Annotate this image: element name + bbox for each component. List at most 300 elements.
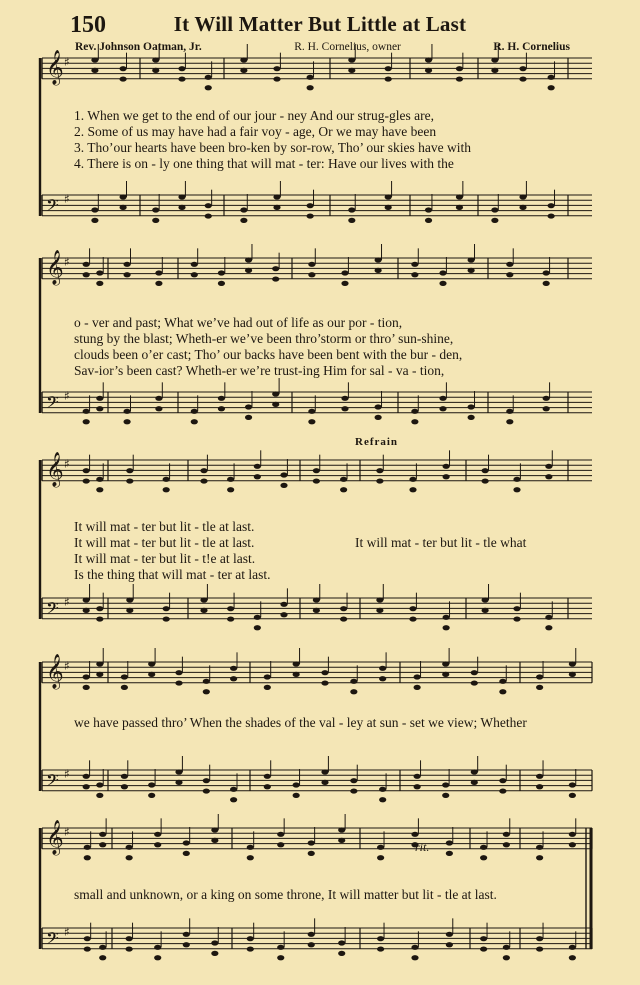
note-head — [183, 932, 190, 937]
refrain-system-2 — [74, 715, 527, 731]
note-head — [379, 787, 386, 792]
note-head — [178, 194, 185, 199]
note-head — [272, 402, 279, 407]
sharp-icon: ♯ — [64, 825, 70, 840]
note-head — [247, 845, 254, 850]
note-head — [491, 57, 498, 62]
note-head — [163, 487, 170, 492]
note-head — [439, 281, 446, 286]
note-head — [503, 955, 510, 960]
note-head — [548, 75, 555, 80]
note-head — [307, 213, 314, 218]
note-head — [163, 616, 170, 621]
note-head — [503, 832, 510, 837]
note-head — [254, 464, 261, 469]
note-head — [218, 270, 225, 275]
ritardando-mark: rit. — [415, 840, 430, 854]
note-head — [548, 213, 555, 218]
bass-clef-icon: 𝄢 — [46, 769, 59, 794]
note-head — [482, 597, 489, 602]
verse-2-part2: stung by the blast; Wheth-er we’ve been thro’storm or thro’ sun-shine, — [74, 331, 454, 346]
sharp-icon: ♯ — [64, 925, 70, 940]
note-head — [96, 396, 103, 401]
note-head — [307, 85, 314, 90]
note-head — [499, 689, 506, 694]
note-head — [218, 396, 225, 401]
note-head — [277, 945, 284, 950]
note-head — [340, 616, 347, 621]
note-head — [569, 832, 576, 837]
note-head — [83, 784, 90, 789]
bass-clef-icon: 𝄢 — [46, 194, 59, 219]
note-head — [308, 942, 315, 947]
note-head — [280, 472, 287, 477]
note-head — [121, 774, 128, 779]
note-head — [96, 281, 103, 286]
note-head — [442, 661, 449, 666]
note-head — [409, 616, 416, 621]
final-line: small and unknown, or a king on some throne, It will matter but lit - tle at last. — [74, 887, 497, 902]
note-head — [375, 404, 382, 409]
note-head — [519, 194, 526, 199]
note-head — [273, 76, 280, 81]
note-head — [84, 936, 91, 941]
note-head — [308, 262, 315, 267]
note-head — [240, 218, 247, 223]
note-head — [264, 685, 271, 690]
note-head — [230, 666, 237, 671]
note-head — [245, 415, 252, 420]
note-head — [350, 778, 357, 783]
note-head — [183, 840, 190, 845]
note-head — [443, 464, 450, 469]
note-head — [152, 57, 159, 62]
note-head — [519, 66, 526, 71]
note-head — [411, 419, 418, 424]
note-head — [84, 855, 91, 860]
note-head — [569, 945, 576, 950]
note-head — [513, 477, 520, 482]
note-head — [377, 946, 384, 951]
note-head — [321, 780, 328, 785]
note-head — [245, 257, 252, 262]
note-head — [83, 608, 90, 613]
note-head — [91, 57, 98, 62]
note-head — [126, 597, 133, 602]
note-head — [254, 474, 261, 479]
note-head — [227, 477, 234, 482]
note-head — [545, 464, 552, 469]
note-head — [411, 272, 418, 277]
note-head — [536, 936, 543, 941]
note-head — [411, 945, 418, 950]
note-head — [506, 272, 513, 277]
note-head — [99, 842, 106, 847]
note-head — [230, 676, 237, 681]
note-head — [84, 845, 91, 850]
note-head — [313, 608, 320, 613]
note-head — [273, 66, 280, 71]
note-head — [230, 787, 237, 792]
note-head — [536, 784, 543, 789]
note-head — [446, 932, 453, 937]
note-head — [280, 612, 287, 617]
note-head — [543, 270, 550, 275]
note-head — [245, 404, 252, 409]
note-head — [379, 666, 386, 671]
note-head — [425, 68, 432, 73]
note-head — [513, 606, 520, 611]
note-head — [375, 415, 382, 420]
note-head — [543, 281, 550, 286]
note-head — [456, 76, 463, 81]
note-head — [499, 679, 506, 684]
note-head — [491, 207, 498, 212]
refrain-line-3: It will mat - ter but lit - t!e at last. — [74, 551, 256, 566]
note-head — [126, 845, 133, 850]
note-head — [293, 793, 300, 798]
note-head — [519, 205, 526, 210]
note-head — [348, 68, 355, 73]
note-head — [254, 625, 261, 630]
note-head — [321, 769, 328, 774]
treble-clef-icon: 𝄞 — [46, 653, 64, 689]
note-head — [341, 270, 348, 275]
note-head — [321, 670, 328, 675]
note-head — [83, 674, 90, 679]
hymn-title: It Will Matter But Little at Last — [173, 12, 467, 36]
note-head — [126, 855, 133, 860]
note-head — [377, 855, 384, 860]
note-head — [200, 468, 207, 473]
note-head — [411, 262, 418, 267]
note-head — [83, 419, 90, 424]
note-head — [247, 936, 254, 941]
note-head — [152, 207, 159, 212]
note-head — [227, 606, 234, 611]
verse-4-part1: 4. There is on - ly one thing that will mat - ter: Have our lives with the — [74, 156, 454, 171]
note-head — [163, 477, 170, 482]
note-head — [350, 689, 357, 694]
verse-3-part1: 3. Tho’our hearts have been bro-ken by sor-row, Tho’ our skies have with — [74, 140, 471, 155]
refrain-line-2: It will mat - ter but lit - tle at last. — [74, 535, 255, 550]
note-head — [338, 827, 345, 832]
note-head — [99, 832, 106, 837]
note-head — [411, 955, 418, 960]
note-head — [293, 672, 300, 677]
note-head — [183, 942, 190, 947]
note-head — [126, 468, 133, 473]
note-head — [123, 262, 130, 267]
note-head — [211, 838, 218, 843]
note-head — [548, 85, 555, 90]
note-head — [148, 661, 155, 666]
note-head — [439, 396, 446, 401]
note-head — [96, 672, 103, 677]
note-head — [471, 769, 478, 774]
note-head — [211, 940, 218, 945]
note-head — [341, 396, 348, 401]
note-head — [240, 68, 247, 73]
note-head — [148, 793, 155, 798]
note-head — [411, 409, 418, 414]
refrain-line-4: Is the thing that will mat - ter at last. — [74, 567, 271, 582]
note-head — [83, 262, 90, 267]
note-head — [468, 257, 475, 262]
note-head — [482, 468, 489, 473]
note-head — [341, 281, 348, 286]
note-head — [84, 946, 91, 951]
note-head — [99, 955, 106, 960]
note-head — [446, 851, 453, 856]
note-head — [205, 75, 212, 80]
note-head — [321, 680, 328, 685]
note-head — [83, 272, 90, 277]
note-head — [376, 597, 383, 602]
note-head — [154, 955, 161, 960]
note-head — [569, 955, 576, 960]
note-head — [83, 685, 90, 690]
note-head — [471, 670, 478, 675]
note-head — [536, 855, 543, 860]
note-head — [385, 194, 392, 199]
note-head — [240, 207, 247, 212]
note-head — [178, 205, 185, 210]
note-head — [175, 680, 182, 685]
refrain-system-1 — [74, 519, 270, 583]
note-head — [148, 672, 155, 677]
refrain-alto-text: It will mat - ter but lit - tle what — [355, 535, 527, 550]
note-head — [350, 679, 357, 684]
note-head — [377, 936, 384, 941]
note-head — [340, 487, 347, 492]
note-head — [277, 955, 284, 960]
note-head — [543, 396, 550, 401]
sharp-icon: ♯ — [64, 255, 70, 270]
note-head — [175, 769, 182, 774]
note-head — [178, 76, 185, 81]
note-head — [175, 670, 182, 675]
note-head — [240, 57, 247, 62]
sharp-icon: ♯ — [64, 595, 70, 610]
note-head — [83, 774, 90, 779]
note-head — [385, 66, 392, 71]
note-head — [569, 782, 576, 787]
verses-system-2 — [74, 315, 462, 379]
note-head — [273, 194, 280, 199]
note-head — [191, 419, 198, 424]
note-head — [200, 597, 207, 602]
note-head — [272, 391, 279, 396]
note-head — [308, 932, 315, 937]
note-head — [247, 855, 254, 860]
lyricist: Rev. Johnson Oatman, Jr. — [75, 41, 202, 53]
note-head — [536, 946, 543, 951]
note-head — [308, 840, 315, 845]
note-head — [569, 672, 576, 677]
note-head — [203, 788, 210, 793]
note-head — [191, 409, 198, 414]
note-head — [442, 672, 449, 677]
verse-4-part2: Sav-ior’s been cast? Wheth-er we’re trust-ing Him for sal - va - tion, — [74, 363, 445, 378]
note-head — [123, 272, 130, 277]
note-head — [277, 842, 284, 847]
note-head — [513, 487, 520, 492]
note-head — [211, 827, 218, 832]
bass-clef-icon: 𝄢 — [46, 391, 59, 416]
note-head — [348, 218, 355, 223]
final-system — [74, 887, 497, 903]
note-head — [499, 788, 506, 793]
note-head — [218, 281, 225, 286]
note-head — [91, 218, 98, 223]
note-head — [83, 597, 90, 602]
copyright-owner: R. H. Cornelius, owner — [294, 41, 401, 53]
note-head — [83, 409, 90, 414]
note-head — [442, 793, 449, 798]
treble-clef-icon: 𝄞 — [46, 819, 64, 855]
refrain-line-5: we have passed thro’ When the shades of the val - ley at sun - set we view; Whether — [74, 715, 527, 730]
note-head — [545, 474, 552, 479]
note-head — [154, 945, 161, 950]
composer: R. H. Cornelius — [493, 41, 570, 53]
note-head — [480, 845, 487, 850]
note-head — [96, 606, 103, 611]
note-head — [200, 478, 207, 483]
note-head — [385, 205, 392, 210]
bass-clef-icon: 𝄢 — [46, 927, 59, 952]
note-head — [409, 477, 416, 482]
note-head — [308, 409, 315, 414]
note-head — [338, 838, 345, 843]
note-head — [183, 851, 190, 856]
sharp-icon: ♯ — [64, 192, 70, 207]
note-head — [543, 406, 550, 411]
verse-1-part2: o - ver and past; What we’ve had out of life as our por - tion, — [74, 315, 403, 330]
note-head — [123, 419, 130, 424]
note-head — [277, 832, 284, 837]
hymn-number: 150 — [70, 12, 106, 38]
note-head — [123, 409, 130, 414]
note-head — [569, 793, 576, 798]
note-head — [307, 203, 314, 208]
note-head — [211, 951, 218, 956]
note-head — [425, 207, 432, 212]
note-head — [548, 203, 555, 208]
note-head — [442, 782, 449, 787]
note-head — [376, 478, 383, 483]
bass-clef-icon: 𝄢 — [46, 597, 59, 622]
verses-system-1 — [74, 108, 471, 172]
treble-clef-icon: 𝄞 — [46, 249, 64, 285]
note-head — [119, 194, 126, 199]
note-head — [468, 415, 475, 420]
note-head — [506, 409, 513, 414]
note-head — [254, 615, 261, 620]
note-head — [280, 483, 287, 488]
treble-clef-icon: 𝄞 — [46, 49, 64, 85]
note-head — [375, 268, 382, 273]
note-head — [313, 597, 320, 602]
note-head — [456, 205, 463, 210]
note-head — [414, 774, 421, 779]
note-head — [443, 474, 450, 479]
note-head — [191, 272, 198, 277]
note-head — [152, 68, 159, 73]
note-head — [439, 406, 446, 411]
note-head — [191, 262, 198, 267]
note-head — [205, 213, 212, 218]
note-head — [205, 85, 212, 90]
note-head — [499, 778, 506, 783]
note-head — [119, 205, 126, 210]
note-head — [308, 851, 315, 856]
note-head — [519, 76, 526, 81]
note-head — [119, 66, 126, 71]
refrain-line-1: It will mat - ter but lit - tle at last. — [74, 519, 255, 534]
note-head — [569, 661, 576, 666]
note-head — [126, 936, 133, 941]
note-head — [155, 406, 162, 411]
note-head — [155, 396, 162, 401]
note-head — [119, 76, 126, 81]
note-head — [96, 661, 103, 666]
note-head — [482, 608, 489, 613]
note-head — [178, 66, 185, 71]
note-head — [96, 477, 103, 482]
note-head — [308, 272, 315, 277]
note-head — [414, 685, 421, 690]
note-head — [491, 218, 498, 223]
note-head — [376, 608, 383, 613]
note-head — [385, 76, 392, 81]
note-head — [414, 674, 421, 679]
verse-3-part2: clouds been o’er cast; Tho’ our backs have been bent with the bur - den, — [74, 347, 463, 362]
note-head — [348, 207, 355, 212]
note-head — [506, 262, 513, 267]
note-head — [308, 419, 315, 424]
note-head — [307, 75, 314, 80]
note-head — [376, 468, 383, 473]
note-head — [203, 778, 210, 783]
note-head — [203, 689, 210, 694]
note-head — [425, 57, 432, 62]
sharp-icon: ♯ — [64, 389, 70, 404]
note-head — [443, 625, 450, 630]
note-head — [425, 218, 432, 223]
note-head — [126, 946, 133, 951]
note-head — [121, 685, 128, 690]
sharp-icon: ♯ — [64, 55, 70, 70]
note-head — [506, 419, 513, 424]
note-head — [439, 270, 446, 275]
note-head — [163, 606, 170, 611]
note-head — [313, 478, 320, 483]
note-head — [148, 782, 155, 787]
note-head — [230, 797, 237, 802]
note-head — [480, 936, 487, 941]
note-head — [536, 774, 543, 779]
note-head — [456, 194, 463, 199]
verse-2-part1: 2. Some of us may have had a fair voy - age, Or we may have been — [74, 124, 437, 139]
sharp-icon: ♯ — [64, 457, 70, 472]
note-head — [340, 477, 347, 482]
sharp-icon: ♯ — [64, 767, 70, 782]
note-head — [480, 855, 487, 860]
note-head — [155, 281, 162, 286]
note-head — [293, 782, 300, 787]
note-head — [96, 270, 103, 275]
